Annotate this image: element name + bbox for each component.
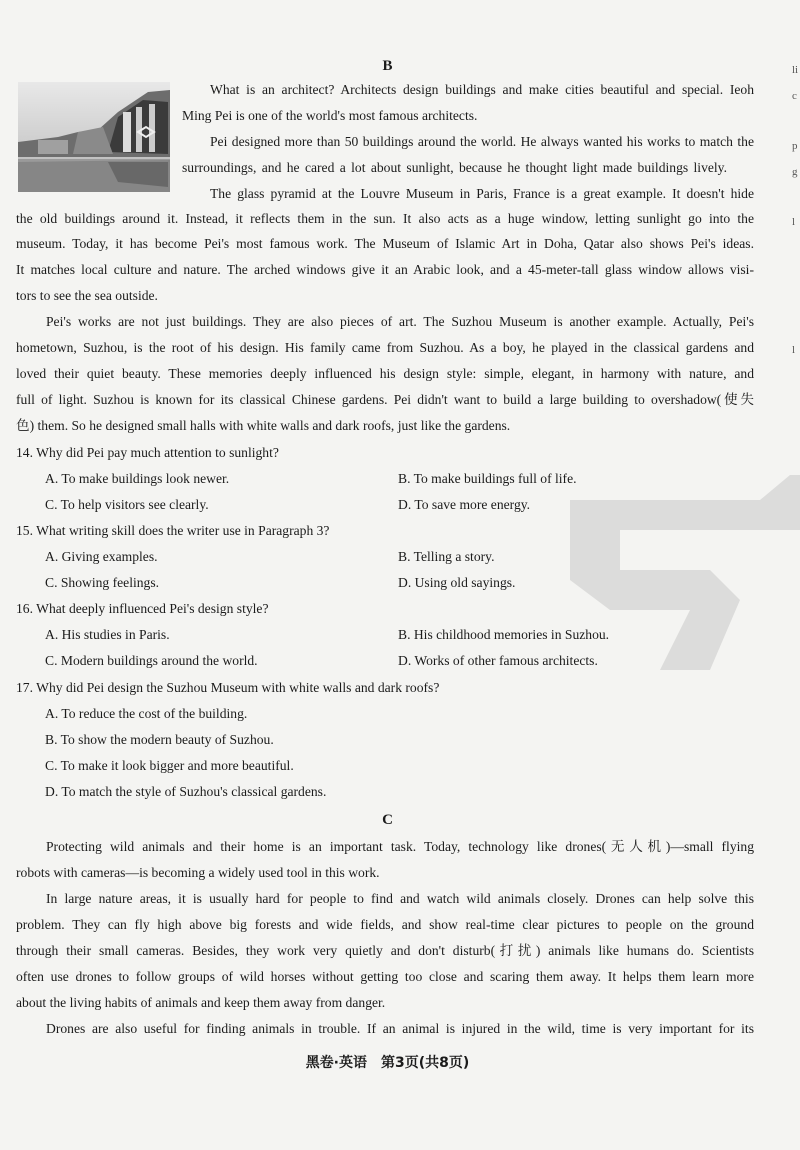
- page-footer: 黑卷·英语 第3页(共8页): [305, 1055, 470, 1071]
- edge-mark-5: l: [792, 216, 796, 228]
- question-15-stem: 15. What writing skill does the writer use in Paragraph 3?: [16, 523, 330, 538]
- question-16-option-d[interactable]: D. Works of other famous architects.: [398, 653, 598, 668]
- edge-mark-6: l: [792, 344, 796, 356]
- museum-photo: [18, 82, 170, 192]
- edge-mark-1: li: [792, 64, 799, 76]
- section-b-para-4-line-2: hometown, Suzhou, is the root of his design. His family came from Suzhou. As a boy, he played in the classical gardens and: [16, 340, 754, 355]
- section-c-para-1-line-1: Protecting wild animals and their home is an important task. Today, technology like drones(无人机)—small flying: [46, 839, 754, 854]
- edge-mark-2: c: [792, 90, 797, 102]
- section-c-para-2-line-1: In large nature areas, it is usually hard for people to find and watch wild animals closely. Drones can help solve this: [46, 891, 754, 906]
- section-c-para-1-line-2: robots with cameras—is becoming a widely used tool in this work.: [16, 865, 380, 880]
- edge-mark-4: g: [792, 166, 798, 178]
- question-15-option-b[interactable]: B. Telling a story.: [398, 549, 495, 564]
- question-14-option-b[interactable]: B. To make buildings full of life.: [398, 471, 577, 486]
- edge-mark-3: p: [792, 140, 798, 152]
- question-14-option-d[interactable]: D. To save more energy.: [398, 497, 531, 512]
- question-16-option-a[interactable]: A. His studies in Paris.: [45, 627, 170, 642]
- question-17-option-b[interactable]: B. To show the modern beauty of Suzhou.: [45, 732, 274, 747]
- question-16-option-c[interactable]: C. Modern buildings around the world.: [45, 653, 258, 668]
- question-17-option-c[interactable]: C. To make it look bigger and more beautiful.: [45, 758, 294, 773]
- section-b-para-2-line-1: Pei designed more than 50 buildings around the world. He always wanted his works to match the: [210, 134, 754, 149]
- section-c-para-2-line-3: through their small cameras. Besides, they work very quietly and don't disturb(打扰) animals like humans do. Scientists: [16, 943, 754, 958]
- section-b-para-2-line-2: surroundings, and he cared a lot about sunlight, because he thought light made buildings lively.: [182, 160, 727, 175]
- question-15-option-a[interactable]: A. Giving examples.: [45, 549, 158, 564]
- museum-illustration: [18, 82, 170, 192]
- question-15-option-c[interactable]: C. Showing feelings.: [45, 575, 160, 590]
- question-17-option-d[interactable]: D. To match the style of Suzhou's classical gardens.: [45, 784, 327, 799]
- question-15-option-d[interactable]: D. Using old sayings.: [398, 575, 516, 590]
- section-b-para-4-line-5: 色) them. So he designed small halls with white walls and dark roofs, just like the gardens.: [16, 418, 511, 433]
- section-b-para-4-line-3: loved their quiet beauty. These memories deeply influenced his design style: simple, elegant, in harmony with nature, and: [16, 366, 754, 381]
- question-17-option-a[interactable]: A. To reduce the cost of the building.: [45, 706, 248, 721]
- section-b-para-1-line-1: What is an architect? Architects design buildings and make cities beautiful and special. Ieoh: [210, 82, 754, 97]
- question-14-option-c[interactable]: C. To help visitors see clearly.: [45, 497, 209, 512]
- question-17-stem: 17. Why did Pei design the Suzhou Museum with white walls and dark roofs?: [16, 680, 440, 695]
- section-b-para-4-line-1: Pei's works are not just buildings. They are also pieces of art. The Suzhou Museum is another example. Actually, Pei's: [46, 314, 754, 329]
- section-c-para-2-line-4: often use drones to follow groups of wild horses without getting too close and scaring them away. It helps them learn more: [16, 969, 754, 984]
- section-b-para-4-line-4: full of light. Suzhou is known for its classical Chinese gardens. Pei didn't want to build a large building to overshadow(使失: [16, 392, 754, 407]
- question-14-option-a[interactable]: A. To make buildings look newer.: [45, 471, 230, 486]
- question-16-option-b[interactable]: B. His childhood memories in Suzhou.: [398, 627, 610, 642]
- section-b-para-3-line-4: It matches local culture and nature. The arched windows give it an Arabic look, and a 45-meter-tall glass window allows visi-: [16, 262, 754, 277]
- question-16-stem: 16. What deeply influenced Pei's design style?: [16, 601, 269, 616]
- question-14-stem: 14. Why did Pei pay much attention to sunlight?: [16, 445, 279, 460]
- section-b-para-3-line-5: tors to see the sea outside.: [16, 288, 158, 303]
- section-b-para-3-line-2: the old buildings around it. Instead, it reflects them in the sun. It also acts as a huge window, letting sunlight go into the: [16, 211, 754, 226]
- section-c-para-2-line-5: about the living habits of animals and keep them away from danger.: [16, 995, 386, 1010]
- section-c-para-2-line-2: problem. They can fly high above big forests and wide fields, and show real-time clear pictures to people on the ground: [16, 917, 754, 932]
- section-b-para-3-line-3: museum. Today, it has become Pei's most famous work. The Museum of Islamic Art in Doha, Qatar also shows Pei's ideas.: [16, 236, 754, 251]
- section-c-heading: C: [382, 812, 393, 828]
- section-b-para-3-line-1: The glass pyramid at the Louvre Museum in Paris, France is a great example. It doesn't hide: [210, 186, 754, 201]
- section-b-para-1-line-2: Ming Pei is one of the world's most famous architects.: [182, 108, 478, 123]
- section-c-para-3-line-1: Drones are also useful for finding animals in trouble. If an animal is injured in the wild, time is very important for its: [46, 1021, 754, 1036]
- section-b-heading: B: [382, 58, 393, 74]
